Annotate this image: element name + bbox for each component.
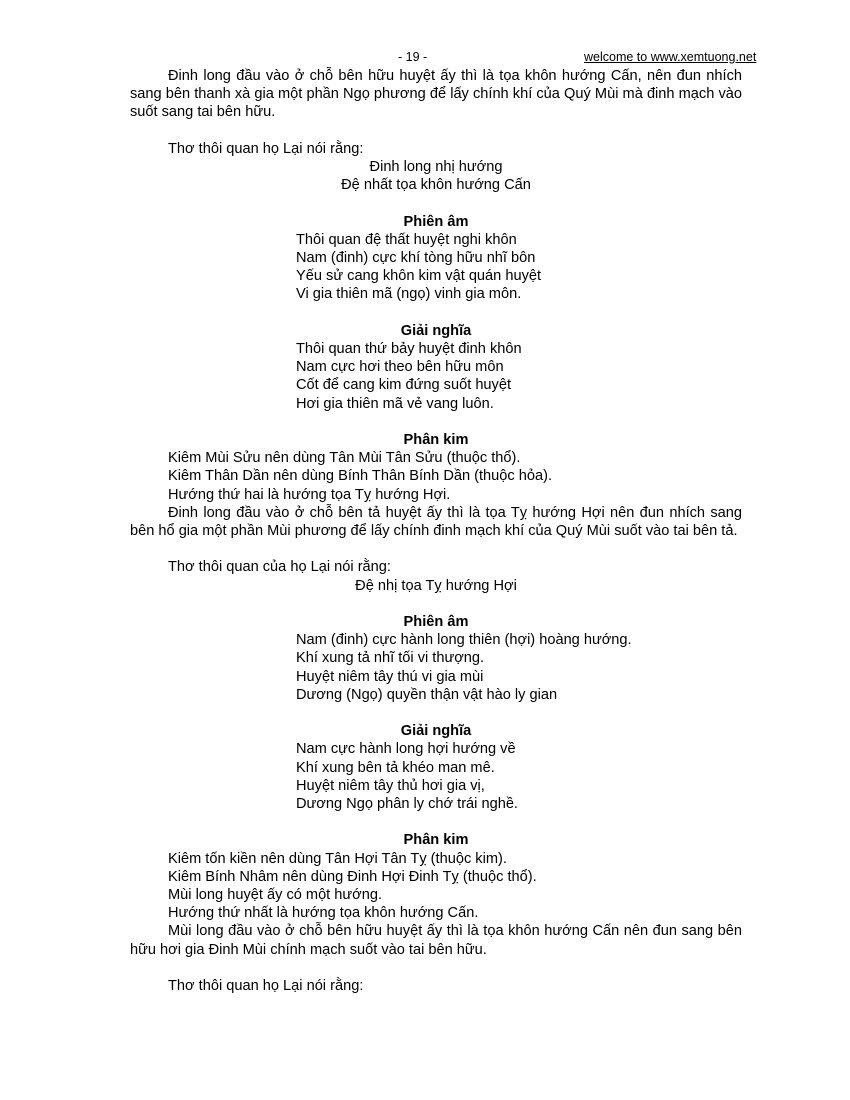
poem-title: Đinh long nhị hướng [369,159,503,175]
section-heading: Phân kim [403,832,469,849]
section-heading: Giải nghĩa [400,723,472,740]
paragraph: Đinh long đầu vào ở chỗ bên tả huyệt ấy thì là tọa Tỵ hướng Hợi nên đun nhích sang bên hổ gia một phần Mùi phương để lấy chính đinh mạch khí của Quý Mùi suốt vào tai bên tả. [130,504,742,540]
poem-line: Dương Ngọ phân ly chớ trái nghề. [296,796,518,813]
poem-line: Cốt để cang kim đứng suốt huyệt [296,377,512,394]
section-heading: Phân kim [403,432,469,448]
poem-line: Vi gia thiên mã (ngọ) vinh gia môn. [296,286,522,303]
paragraph: Mùi long đầu vào ở chỗ bên hữu huyệt ấy thì là tọa khôn hướng Cấn nên đun sang bên hữu hơi gia Đinh Mùi chính mạch suốt vào tai bên hữu. [130,923,742,958]
page-header [0,46,850,66]
text-line: Kiêm Bính Nhâm nên dùng Đinh Hợi Đinh Tỵ (thuộc thổ). [168,868,537,885]
poem-title: Đệ nhị tọa Tỵ hướng Hợi [355,577,517,594]
poem-subtitle: Đệ nhất tọa khôn hướng Cấn [341,177,531,194]
poem-line: Nam cực hành long hợi hướng về [296,741,516,758]
poem-line: Dương (Ngọ) quyền thận vật hào ly gian [296,686,558,703]
poem-line: Nam (đinh) cực hành long thiên (hợi) hoàng hướng. [296,632,632,649]
section-heading: Phiên âm [403,213,469,230]
poem-intro: Thơ thôi quan họ Lại nói rằng: [168,978,364,995]
text-line: Mùi long huyệt ấy có một hướng. [168,887,383,904]
text-line: Kiêm Thân Dần nên dùng Bính Thân Bính Dần (thuộc hỏa). [168,468,553,485]
poem-line: Nam cực hơi theo bên hữu môn [296,359,504,376]
document-body [130,67,742,995]
text-line: Hướng thứ hai là hướng tọa Tỵ hướng Hợi. [168,486,451,503]
poem-line: Nam (đinh) cực khí tòng hữu nhĩ bôn [296,250,536,266]
page-number: - 19 - [398,50,428,64]
text-line: Hướng thứ nhất là hướng tọa khôn hướng Cấn. [168,905,479,922]
site-link[interactable]: welcome to www.xemtuong.net [584,50,757,64]
poem-line: Khí xung bên tả khéo man mê. [296,759,495,776]
poem-line: Huyệt niêm tây thủ hơi gia vị, [296,777,485,794]
paragraph: Đinh long đầu vào ở chỗ bên hữu huyệt ấy thì là tọa khôn hướng Cấn, nên đun nhích sang bên thanh xà gia một phần Ngọ phương để lấy chính khí của Quý Mùi mà đinh mạch vào suốt sang tai bên hữu. [130,68,742,121]
poem-intro: Thơ thôi quan họ Lại nói rằng: [168,140,364,157]
poem-line: Huyệt niêm tây thú vi gia mùi [296,668,484,685]
section-heading: Phiên âm [403,614,469,630]
poem-intro: Thơ thôi quan của họ Lại nói rằng: [168,559,391,576]
poem-line: Yếu sử cang khôn kim vật quán huyệt [296,268,542,285]
poem-line: Thôi quan đệ thất huyệt nghi khôn [296,231,517,248]
poem-line: Thôi quan thứ bảy huyệt đinh khôn [296,341,522,357]
text-line: Kiêm Mùi Sửu nên dùng Tân Mùi Tân Sửu (thuộc thổ). [168,450,521,467]
section-heading: Giải nghĩa [400,322,472,339]
poem-line: Hơi gia thiên mã vẻ vang luôn. [296,395,494,412]
text-line: Kiêm tốn kiền nên dùng Tân Hợi Tân Tỵ (thuộc kim). [168,850,507,867]
poem-line: Khí xung tả nhĩ tối vi thượng. [296,650,485,667]
